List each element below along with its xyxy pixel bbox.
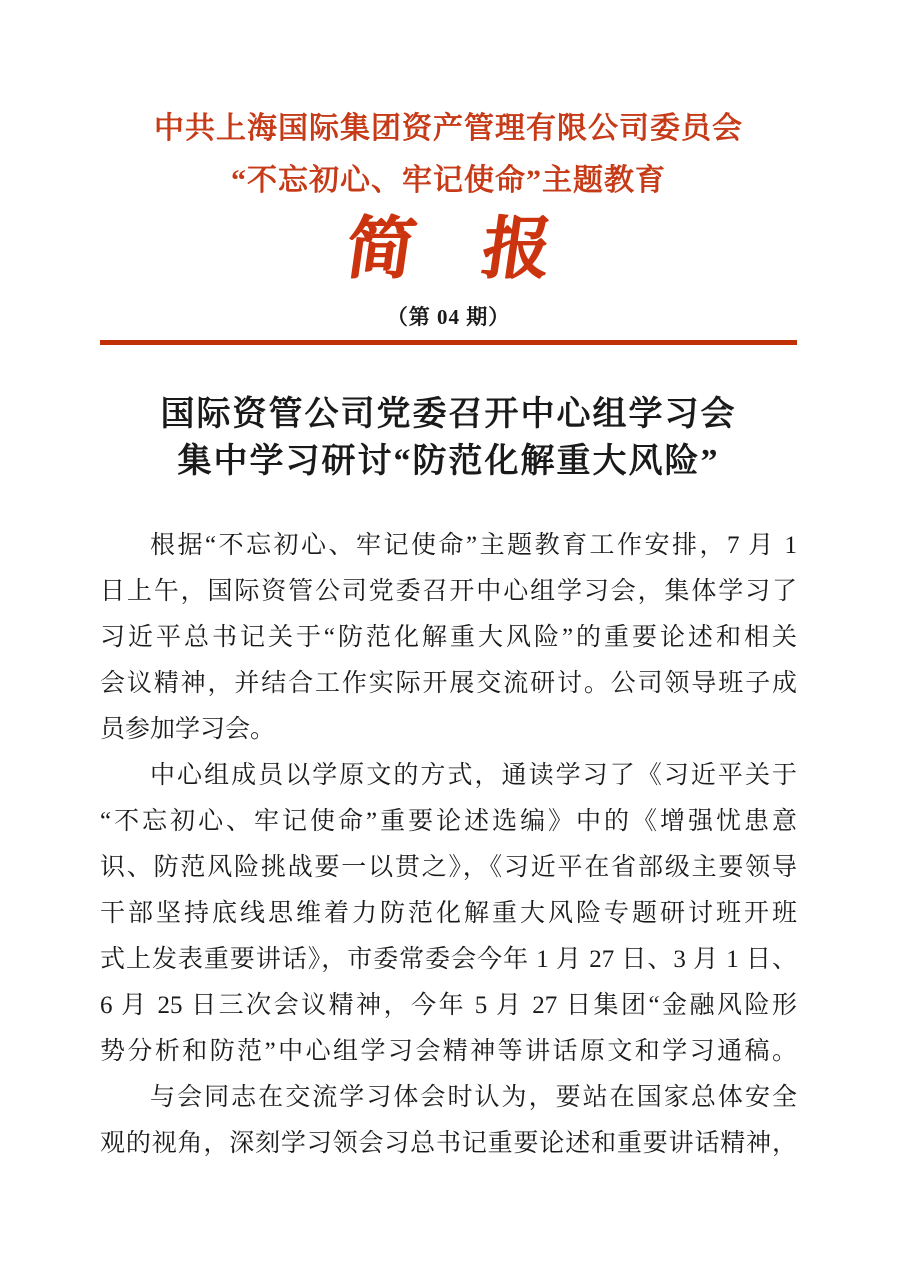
body-line: 式上发表重要讲话》，市委常委会今年 1 月 27 日、3 月 1 日、 <box>100 946 797 973</box>
body-line: 与会同志在交流学习体会时认为，要站在国家总体安全 <box>150 1084 797 1111</box>
body-line: 习近平总书记关于“防范化解重大风险”的重要论述和相关 <box>100 624 797 651</box>
body-line: 会议精神，并结合工作实际开展交流研讨。公司领导班子成 <box>100 670 797 697</box>
body-line: 中心组成员以学原文的方式，通读学习了《习近平关于 <box>150 762 797 789</box>
issue-number: （第 04 期） <box>386 305 511 329</box>
body-line: 员参加学习会。 <box>100 716 276 743</box>
article-title <box>100 391 797 485</box>
article-title-line-1: 国际资管公司党委召开中心组学习会 <box>160 396 737 433</box>
article-title-line-2: 集中学习研讨“防范化解重大风险” <box>177 443 720 480</box>
article-body <box>100 523 797 1167</box>
header-theme-education: “不忘初心、牢记使命”主题教育 <box>231 164 666 197</box>
body-line: 日上午，国际资管公司党委召开中心组学习会，集体学习了 <box>100 578 797 605</box>
masthead-title: 简 报 <box>341 211 556 287</box>
body-line: 势分析和防范”中心组学习会精神等讲话原文和学习通稿。 <box>100 1038 797 1065</box>
body-line: 识、防范风险挑战要一以贯之》，《习近平在省部级主要领导 <box>100 854 797 881</box>
body-line: 6 月 25 日三次会议精神，今年 5 月 27 日集团“金融风险形 <box>100 992 797 1019</box>
body-line: “不忘初心、牢记使命”重要论述选编》中的《增强忧患意 <box>100 808 797 835</box>
body-line: 干部坚持底线思维着力防范化解重大风险专题研讨班开班 <box>100 900 797 927</box>
red-divider-rule <box>100 340 797 345</box>
header-organization: 中共上海国际集团资产管理有限公司委员会 <box>154 112 743 145</box>
body-line: 观的视角，深刻学习领会习总书记重要论述和重要讲话精神， <box>100 1130 797 1157</box>
body-line: 根据“不忘初心、牢记使命”主题教育工作安排，7 月 1 <box>150 532 797 559</box>
